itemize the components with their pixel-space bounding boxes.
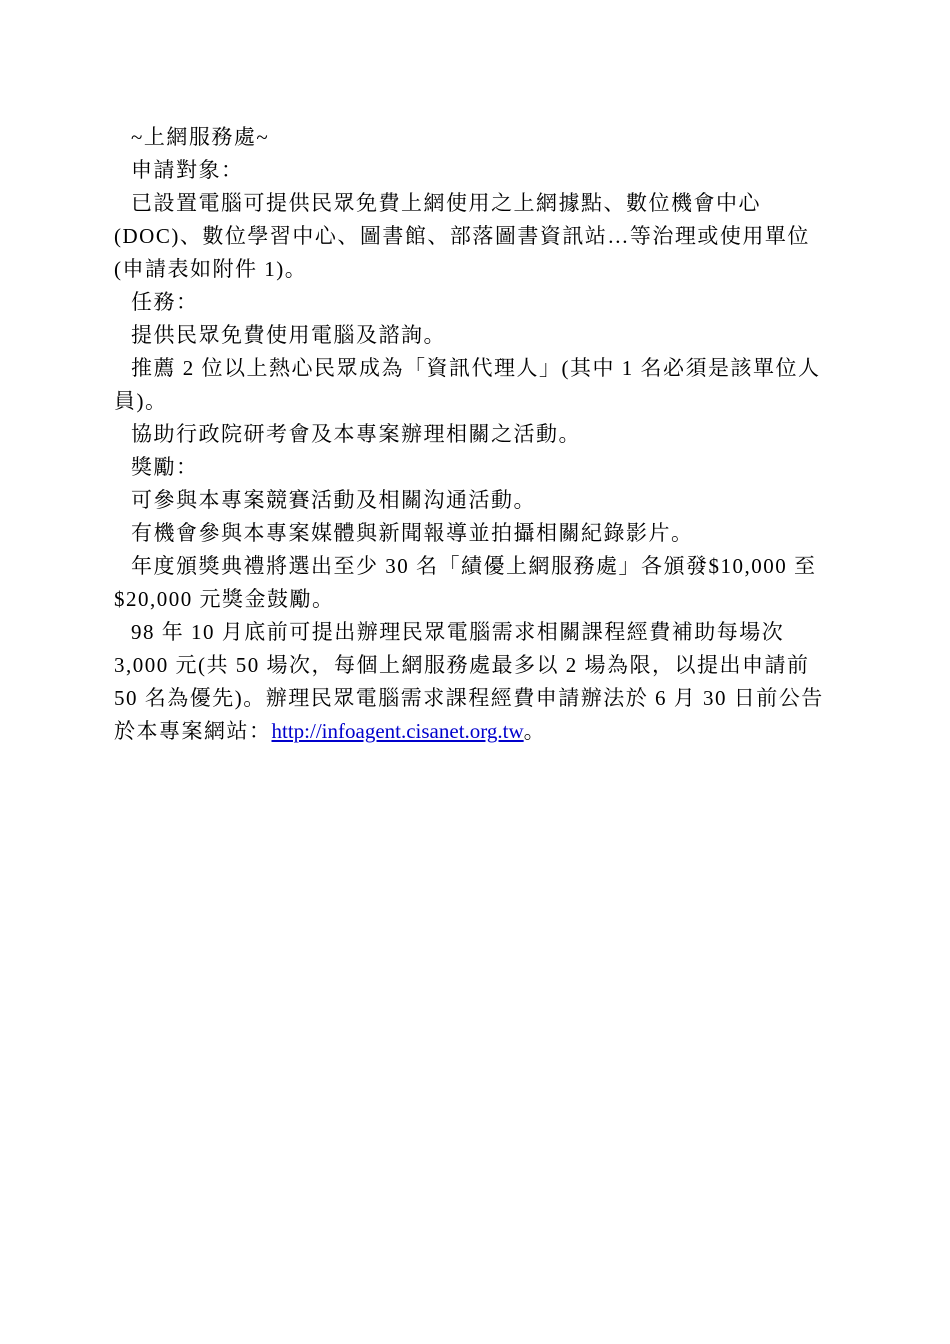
rewards-heading: 獎勵： [131,455,199,479]
reward-item: 有機會參與本專案媒體與新聞報導並拍攝相關紀錄影片。 [131,521,694,545]
document-title: ~上網服務處~ [131,125,270,149]
task-item: 提供民眾免費使用電腦及諮詢。 [131,323,446,347]
applicant-body: 已設置電腦可提供民眾免費上網使用之上網據點、數位機會中心(DOC)、數位學習中心、圖書館、部落圖書資訊站…等治理或使用單位(申請表如附件 1)。 [114,191,810,281]
document-body [114,121,838,748]
reward-item: 可參與本專案競賽活動及相關沟通活動。 [131,488,536,512]
applicant-heading: 申請對象： [131,158,244,182]
reward-item: 年度頒獎典禮將選出至少 30 名「績優上網服務處」各頒發$10,000 至$20,000 元獎金鼓勵。 [114,554,817,611]
reward-item-funding [114,616,838,748]
tasks-heading: 任務： [131,290,199,314]
task-item: 協助行政院研考會及本專案辦理相關之活動。 [131,422,581,446]
reward-funding-text: 98 年 10 月底前可提出辦理民眾電腦需求相關課程經費補助每場次 3,000 元(共 50 場次，每個上網服務處最多以 2 場為限，以提出申請前 50 名為優先)。辦理民眾電腦需求課程經費申請辦法於 6 月 30 日前公告於本專案網站： [114,620,824,743]
project-website-link[interactable]: http://infoagent.cisanet.org.tw [271,719,524,743]
reward-funding-end: 。 [523,719,547,743]
task-item: 推薦 2 位以上熱心民眾成為「資訊代理人」(其中 1 名必須是該單位人員)。 [114,356,821,413]
